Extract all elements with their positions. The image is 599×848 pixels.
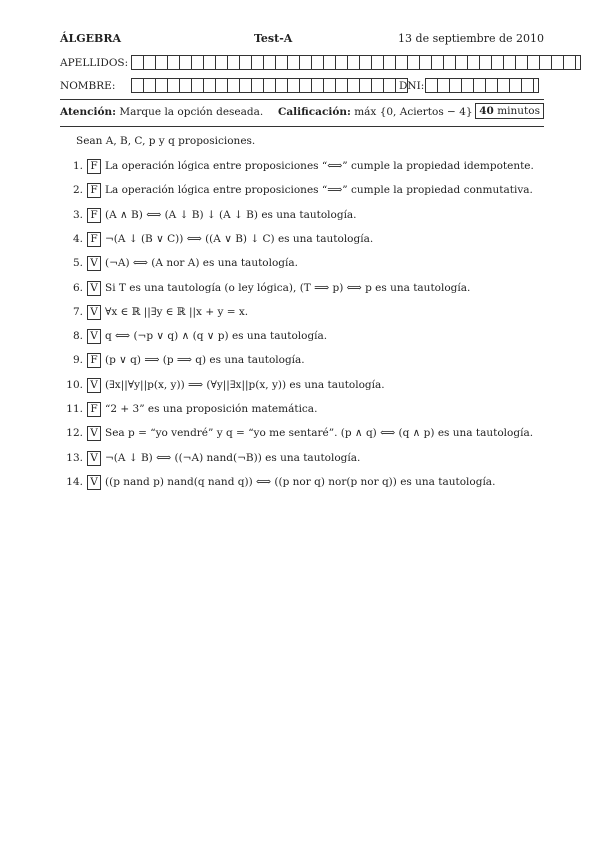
question-number: 11. bbox=[66, 403, 83, 415]
question-statement: ∀x ∈ ℝ ||∃y ∈ ℝ ||x + y = x. bbox=[105, 305, 249, 318]
letter-box[interactable] bbox=[533, 78, 539, 93]
question-item bbox=[60, 427, 544, 443]
question-statement: ((p nand p) nand(q nand q)) ⟺ ((p nor q) nor(p nor q)) es una tautología. bbox=[105, 475, 496, 488]
test-version: Test-A bbox=[254, 32, 293, 45]
attention-text: Marque la opción deseada. bbox=[119, 106, 264, 118]
answer-box[interactable]: V bbox=[87, 305, 101, 320]
answer-box[interactable]: F bbox=[87, 353, 101, 368]
question-statement: (A ∧ B) ⟺ (A ↓ B) ↓ (A ↓ B) es una tautología. bbox=[105, 208, 357, 221]
question-number: 1. bbox=[72, 160, 83, 172]
question-number: 4. bbox=[72, 232, 83, 245]
answer-box[interactable]: F bbox=[87, 402, 101, 417]
time-value: 40 bbox=[479, 105, 494, 117]
name-field[interactable] bbox=[131, 78, 407, 93]
question-item bbox=[60, 330, 544, 346]
question-statement: (∃x||∀y||p(x, y)) ⟹ (∀y||∃x||p(x, y)) es una tautología. bbox=[105, 378, 385, 391]
question-item bbox=[60, 160, 544, 176]
question-number: 3. bbox=[72, 208, 83, 221]
question-number: 5. bbox=[72, 257, 83, 270]
question-number: 9. bbox=[72, 354, 83, 367]
grade-text: máx {0, Aciertos − 4} bbox=[354, 106, 473, 118]
time-limit-box bbox=[475, 103, 544, 119]
question-number: 14. bbox=[66, 475, 83, 488]
answer-box[interactable]: V bbox=[87, 281, 101, 296]
question-number: 10. bbox=[66, 378, 83, 391]
question-statement: (p ∨ q) ⟹ (p ⟹ q) es una tautología. bbox=[105, 354, 305, 367]
question-item bbox=[60, 184, 544, 200]
divider-bottom bbox=[60, 126, 544, 127]
time-unit: minutos bbox=[497, 105, 540, 117]
answer-box[interactable]: F bbox=[87, 159, 101, 174]
exam-header bbox=[60, 32, 544, 48]
question-item bbox=[60, 379, 544, 395]
question-number: 7. bbox=[72, 305, 83, 318]
answer-box[interactable]: V bbox=[87, 426, 101, 441]
exam-date: 13 de septiembre de 2010 bbox=[398, 32, 544, 45]
question-statement: Si T es una tautología (o ley lógica), (T ⟹ p) ⟺ p es una tautología. bbox=[105, 281, 471, 294]
question-number: 12. bbox=[66, 427, 83, 440]
question-statement: La operación lógica entre proposiciones “⟺” cumple la propiedad idempotente. bbox=[105, 160, 534, 172]
answer-box[interactable]: V bbox=[87, 475, 101, 490]
name-label: NOMBRE: bbox=[60, 80, 116, 92]
answer-box[interactable]: V bbox=[87, 451, 101, 466]
question-item bbox=[60, 354, 544, 370]
question-statement: (¬A) ⟺ (A nor A) es una tautología. bbox=[105, 257, 298, 270]
answer-box[interactable]: V bbox=[87, 256, 101, 271]
question-number: 13. bbox=[66, 451, 83, 464]
divider-top bbox=[60, 99, 544, 100]
surnames-label: APELLIDOS: bbox=[60, 57, 129, 69]
subject-title: ÁLGEBRA bbox=[60, 32, 122, 45]
dni-label: DNI: bbox=[399, 80, 425, 92]
question-item bbox=[60, 306, 544, 322]
attention-note bbox=[60, 106, 263, 118]
question-item bbox=[60, 403, 544, 419]
answer-box[interactable]: V bbox=[87, 329, 101, 344]
answer-box[interactable]: F bbox=[87, 183, 101, 198]
answer-box[interactable]: V bbox=[87, 378, 101, 393]
attention-label: Atención: bbox=[60, 106, 117, 118]
question-item bbox=[60, 476, 544, 492]
question-statement: q ⟺ (¬p ∨ q) ∧ (q ∨ p) es una tautología. bbox=[105, 330, 328, 343]
question-statement: ¬(A ↓ B) ⟺ ((¬A) nand(¬B)) es una tautología. bbox=[105, 451, 361, 464]
grading-note bbox=[278, 106, 473, 118]
dni-field[interactable] bbox=[425, 78, 538, 93]
answer-box[interactable]: F bbox=[87, 208, 101, 223]
question-statement: La operación lógica entre proposiciones “⟹” cumple la propiedad conmutativa. bbox=[105, 184, 533, 197]
question-item bbox=[60, 233, 544, 249]
answer-box[interactable]: F bbox=[87, 232, 101, 247]
question-number: 8. bbox=[72, 330, 83, 343]
instructions-row bbox=[60, 106, 544, 122]
question-item bbox=[60, 282, 544, 298]
intro-text: Sean A, B, C, p y q proposiciones. bbox=[76, 135, 256, 147]
question-item bbox=[60, 257, 544, 273]
question-item bbox=[60, 452, 544, 468]
question-number: 2. bbox=[72, 184, 83, 197]
letter-box[interactable] bbox=[575, 55, 581, 70]
surnames-field[interactable] bbox=[131, 55, 580, 70]
grade-label: Calificación: bbox=[278, 106, 351, 118]
question-statement: “2 + 3” es una proposición matemática. bbox=[105, 403, 318, 415]
question-statement: Sea p = “yo vendré” y q = “yo me sentaré”. (p ∧ q) ⟺ (q ∧ p) es una tautología. bbox=[105, 427, 534, 440]
question-item bbox=[60, 209, 544, 225]
question-statement: ¬(A ↓ (B ∨ C)) ⟺ ((A ∨ B) ↓ C) es una tautología. bbox=[105, 232, 374, 245]
question-number: 6. bbox=[72, 281, 83, 294]
